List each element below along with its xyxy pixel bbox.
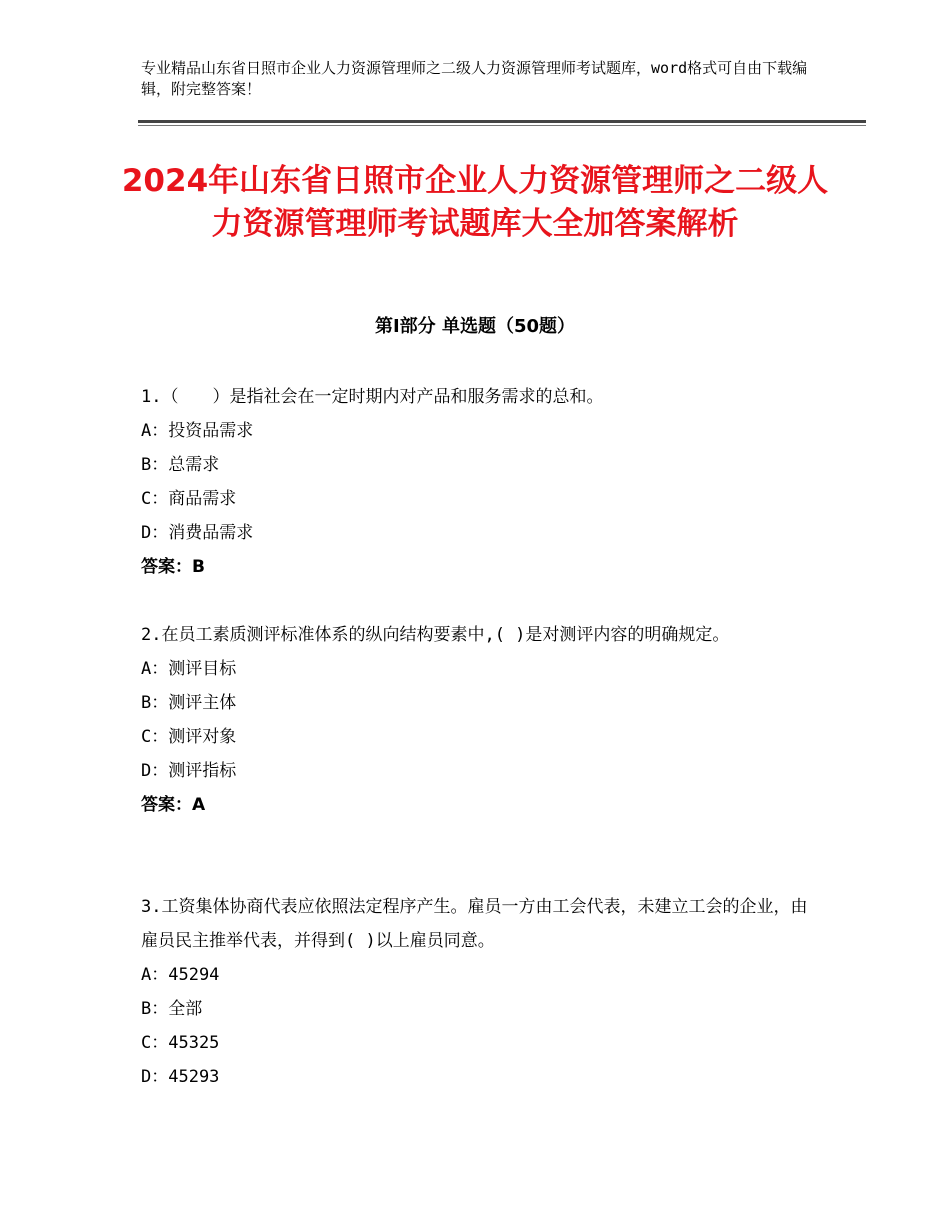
option-a: A：测评目标 xyxy=(141,659,237,679)
option-b: B：测评主体 xyxy=(141,693,237,713)
header-divider-thick xyxy=(138,120,866,123)
question-3 xyxy=(141,890,821,1094)
option-c: C：测评对象 xyxy=(141,727,237,747)
answer: 答案：B xyxy=(141,557,205,577)
option-b: B：全部 xyxy=(141,999,203,1019)
question-stem: 3.工资集体协商代表应依照法定程序产生。雇员一方由工会代表，未建立工会的企业，由雇员民主推举代表，并得到( )以上雇员同意。 xyxy=(141,897,808,951)
question-1 xyxy=(141,380,821,584)
document-title: 2024年山东省日照市企业人力资源管理师之二级人力资源管理师考试题库大全加答案解析 xyxy=(121,163,829,242)
question-stem: 1.（ ）是指社会在一定时期内对产品和服务需求的总和。 xyxy=(141,387,604,407)
option-a: A：45294 xyxy=(141,965,220,985)
option-c: C：商品需求 xyxy=(141,489,237,509)
question-2 xyxy=(141,618,821,822)
option-d: D：测评指标 xyxy=(141,761,237,781)
answer: 答案：A xyxy=(141,795,206,815)
option-a: A：投资品需求 xyxy=(141,421,254,441)
option-d: D：消费品需求 xyxy=(141,523,254,543)
question-stem: 2.在员工素质测评标准体系的纵向结构要素中,( )是对测评内容的明确规定。 xyxy=(141,625,730,645)
option-c: C：45325 xyxy=(141,1033,220,1053)
option-d: D：45293 xyxy=(141,1067,220,1087)
section-heading: 第Ⅰ部分 单选题（50题） xyxy=(374,316,575,337)
header-note: 专业精品山东省日照市企业人力资源管理师之二级人力资源管理师考试题库，word格式可自由下载编辑，附完整答案！ xyxy=(141,59,808,98)
option-b: B：总需求 xyxy=(141,455,220,475)
header-divider-thin xyxy=(138,125,866,126)
